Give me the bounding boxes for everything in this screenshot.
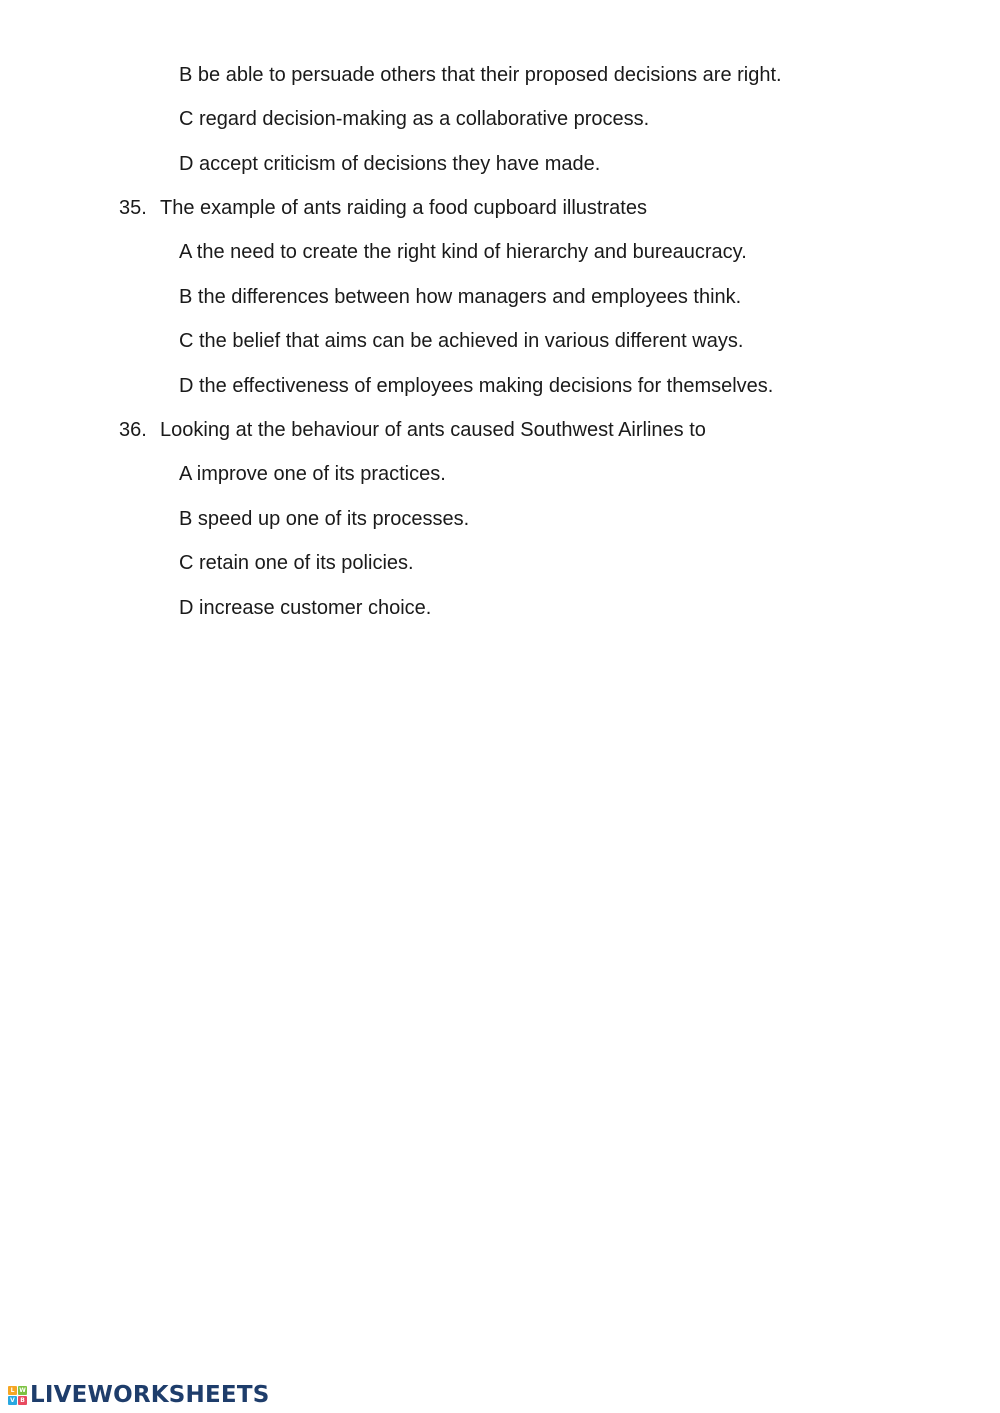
q34-option-c: C regard decision-making as a collaborative process. (179, 108, 650, 130)
logo-mark-tile: B (18, 1396, 27, 1405)
logo-mark-tile: L (8, 1386, 17, 1395)
q34-option-b: B be able to persuade others that their proposed decisions are right. (179, 64, 782, 86)
q36-option-b: B speed up one of its processes. (179, 508, 470, 530)
question-36-stem: Looking at the behaviour of ants caused Southwest Airlines to (160, 419, 706, 441)
q35-option-c: C the belief that aims can be achieved in various different ways. (179, 330, 744, 352)
logo-mark-icon (8, 1386, 27, 1405)
q36-option-a: A improve one of its practices. (179, 463, 446, 485)
logo-text: LIVEWORKSHEETS (30, 1382, 270, 1408)
logo-mark-tile: V (8, 1396, 17, 1405)
question-36-number: 36. (119, 419, 147, 441)
q35-option-a: A the need to create the right kind of hierarchy and bureaucracy. (179, 241, 747, 263)
q36-option-c: C retain one of its policies. (179, 552, 414, 574)
q35-option-d: D the effectiveness of employees making decisions for themselves. (179, 375, 774, 397)
liveworksheets-logo (8, 1382, 269, 1408)
q35-option-b: B the differences between how managers and employees think. (179, 286, 742, 308)
q34-option-d: D accept criticism of decisions they have made. (179, 153, 601, 175)
question-36 (119, 418, 706, 442)
q36-option-d: D increase customer choice. (179, 597, 432, 619)
question-35-stem: The example of ants raiding a food cupboard illustrates (160, 197, 647, 219)
question-35 (119, 196, 647, 220)
question-35-number: 35. (119, 197, 147, 219)
logo-mark-tile: W (19, 1386, 26, 1394)
